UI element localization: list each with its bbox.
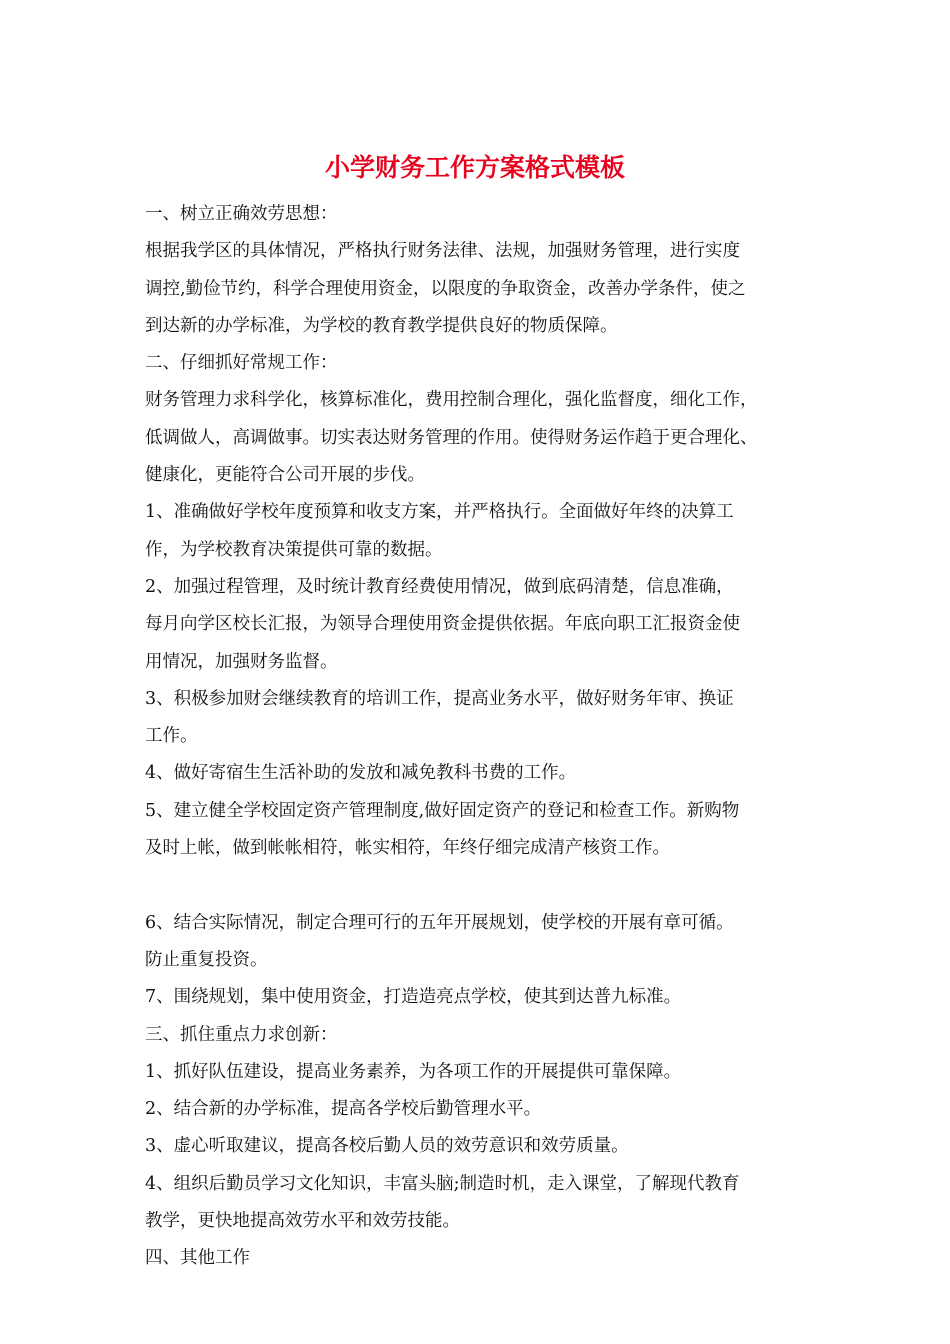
- body-line: 4、组织后勤员学习文化知识，丰富头脑;制造时机，走入课堂，了解现代教育: [145, 1173, 740, 1194]
- body-line: 四、其他工作: [145, 1248, 250, 1269]
- body-line: 每月向学区校长汇报，为领导合理使用资金提供依据。年底向职工汇报资金使: [145, 614, 740, 635]
- body-line: 作，为学校教育决策提供可靠的数据。: [145, 539, 443, 560]
- body-line: 2、加强过程管理，及时统计教育经费使用情况，做到底码清楚，信息准确，: [145, 576, 734, 597]
- body-line: 1、准确做好学校年度预算和收支方案，并严格执行。全面做好年终的决算工: [145, 502, 734, 523]
- body-line: 5、建立健全学校固定资产管理制度,做好固定资产的登记和检查工作。新购物: [145, 800, 740, 821]
- body-line: 健康化，更能符合公司开展的步伐。: [145, 465, 425, 486]
- body-line: 工作。: [145, 726, 198, 747]
- body-line: 6、结合实际情况，制定合理可行的五年开展规划，使学校的开展有章可循。: [145, 912, 734, 933]
- body-line: 财务管理力求科学化，核算标准化，费用控制合理化，强化监督度，细化工作，: [145, 390, 758, 411]
- body-line: 1、抓好队伍建设，提高业务素养，为各项工作的开展提供可靠保障。: [145, 1061, 682, 1082]
- body-line: 用情况，加强财务监督。: [145, 651, 338, 672]
- body-line: 三、抓住重点力求创新：: [145, 1024, 338, 1045]
- body-line: 二、仔细抓好常规工作：: [145, 353, 338, 374]
- body-line: 3、虚心听取建议，提高各校后勤人员的效劳意识和效劳质量。: [145, 1136, 629, 1157]
- body-line: 7、围绕规划，集中使用资金，打造造亮点学校，使其到达普九标准。: [145, 987, 682, 1008]
- body-line: 到达新的办学标准，为学校的教育教学提供良好的物质保障。: [145, 315, 618, 336]
- body-line: 低调做人，高调做事。切实表达财务管理的作用。使得财务运作趋于更合理化、: [145, 427, 758, 448]
- document-title: 小学财务工作方案格式模板: [324, 153, 625, 182]
- blank-line: [145, 867, 815, 904]
- body-line: 2、结合新的办学标准，提高各学校后勤管理水平。: [145, 1099, 542, 1120]
- body-line: 根据我学区的具体情况，严格执行财务法律、法规，加强财务管理，进行实度: [145, 241, 740, 262]
- body-line: 3、积极参加财会继续教育的培训工作，提高业务水平，做好财务年审、换证: [145, 688, 734, 709]
- body-line: 一、树立正确效劳思想：: [145, 204, 338, 224]
- body-line: 调控,勤俭节约，科学合理使用资金，以限度的争取资金，改善办学条件，使之: [145, 278, 746, 299]
- document-body: [145, 196, 815, 1278]
- body-line: 及时上帐，做到帐帐相符，帐实相符，年终仔细完成清产核资工作。: [145, 838, 670, 859]
- body-line: 教学，更快地提高效劳水平和效劳技能。: [145, 1211, 460, 1232]
- body-line: 4、做好寄宿生生活补助的发放和减免教科书费的工作。: [145, 763, 577, 784]
- body-line: 防止重复投资。: [145, 949, 268, 970]
